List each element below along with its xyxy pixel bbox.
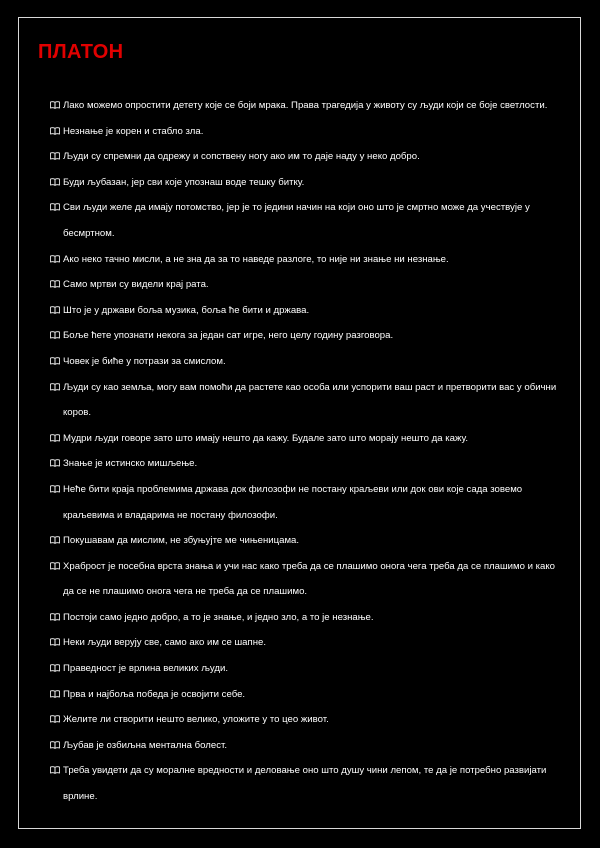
quote-item	[50, 375, 565, 426]
quote-item	[50, 426, 565, 452]
page-title: ПЛАТОН	[38, 41, 124, 63]
quote-text: Лако можемо опростити детету које се боји мрака. Права трагедија у животу су људи који се боје светлости.	[63, 100, 548, 111]
quote-item	[50, 605, 565, 631]
quote-item	[50, 170, 565, 196]
quote-text: Храброст је посебна врста знања и учи нас како треба да се плашимо онога чега треба да се плашимо и како да се не плашимо онога чега не треба да се плашимо.	[63, 560, 556, 598]
open-book-icon	[50, 383, 60, 391]
quote-text: Неки људи верују све, само ако им се шапне.	[63, 637, 266, 649]
quote-item	[50, 93, 565, 119]
quote-text: Незнање је корен и стабло зла.	[63, 125, 204, 137]
quote-text: Ако неко тачно мисли, а не зна да за то наведе разлоге, то није ни знање ни незнање.	[63, 253, 449, 265]
open-book-icon	[50, 331, 60, 339]
quote-text: Човек је биће у потрази за смислом.	[63, 355, 226, 367]
quote-item	[50, 733, 565, 759]
open-book-icon	[50, 152, 60, 160]
quote-text: Прва и најбоља победа је освојити себе.	[63, 688, 246, 700]
quote-text: Мудри људи говоре зато што имају нешто да кажу. Будале зато што морају нешто да кажу.	[63, 432, 469, 444]
open-book-icon	[50, 357, 60, 365]
open-book-icon	[50, 485, 60, 493]
open-book-icon	[50, 255, 60, 263]
quote-item	[50, 323, 565, 349]
open-book-icon	[50, 690, 60, 698]
quote-item	[50, 477, 565, 528]
open-book-icon	[50, 101, 60, 109]
quote-item	[50, 195, 565, 246]
quote-text: Људи су спремни да одрежу и сопствену ногу ако им то даје наду у неко добро.	[63, 151, 420, 163]
quote-text: Неће бити краја проблемима држава док филозофи не постану краљеви или док ови које сада зовемо краљевима и владарима не постану филозофи.	[63, 483, 523, 521]
quote-item	[50, 272, 565, 298]
quote-item	[50, 144, 565, 170]
open-book-icon	[50, 638, 60, 646]
quote-item	[50, 758, 565, 809]
open-book-icon	[50, 536, 60, 544]
open-book-icon	[50, 203, 60, 211]
quote-text: Желите ли створити нешто велико, уложите у то цео живот.	[63, 714, 329, 726]
open-book-icon	[50, 766, 60, 774]
open-book-icon	[50, 741, 60, 749]
quote-text: Људи су као земља, могу вам помоћи да растете као особа или успорити ваш раст и претворити вас у обични коров.	[63, 381, 557, 419]
quote-item	[50, 554, 565, 605]
quote-item	[50, 682, 565, 708]
open-book-icon	[50, 562, 60, 570]
quote-item	[50, 630, 565, 656]
quote-item	[50, 656, 565, 682]
quote-list	[50, 93, 565, 810]
quote-item	[50, 247, 565, 273]
quote-text: Праведност је врлина великих људи.	[63, 663, 229, 675]
quote-item	[50, 298, 565, 324]
quote-text: Постоји само једно добро, а то је знање, и једно зло, а то је незнање.	[63, 611, 374, 623]
quote-text: Буди љубазан, јер сви које упознаш воде тешку битку.	[63, 176, 305, 188]
quote-text: Покушавам да мислим, не збуњујте ме чињеницама.	[63, 535, 300, 547]
quote-text: Љубав је озбиљна ментална болест.	[63, 739, 228, 751]
quote-item	[50, 451, 565, 477]
open-book-icon	[50, 613, 60, 621]
quote-text: Знање је истинско мишљење.	[63, 458, 198, 470]
open-book-icon	[50, 664, 60, 672]
open-book-icon	[50, 715, 60, 723]
quote-text: Боље ћете упознати некога за један сат игре, него целу годину разговора.	[63, 330, 394, 342]
open-book-icon	[50, 434, 60, 442]
open-book-icon	[50, 280, 60, 288]
quote-text: Треба увидети да су моралне вредности и деловање оно што душу чини лепом, те да је потребно развијати врлине.	[63, 765, 547, 803]
open-book-icon	[50, 306, 60, 314]
quote-item	[50, 349, 565, 375]
open-book-icon	[50, 178, 60, 186]
quote-text: Само мртви су видели крај рата.	[63, 279, 209, 291]
quote-text: Што је у држави боља музика, боља ће бити и држава.	[63, 304, 310, 316]
quote-item	[50, 528, 565, 554]
open-book-icon	[50, 127, 60, 135]
open-book-icon	[50, 459, 60, 467]
quote-item	[50, 119, 565, 145]
quote-text: Сви људи желе да имају потомство, јер је то једини начин на који оно што је смртно може да учествује у бесмртном.	[63, 202, 530, 239]
quote-item	[50, 707, 565, 733]
